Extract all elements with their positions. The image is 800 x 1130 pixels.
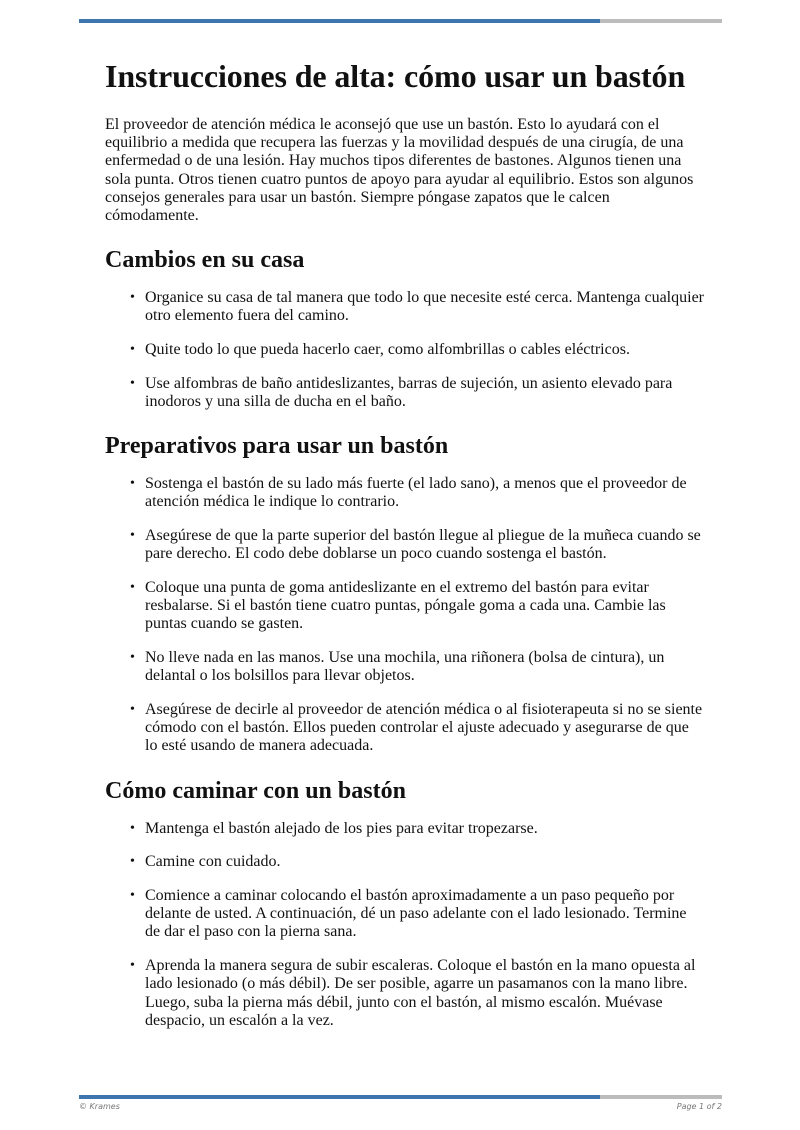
bullet-icon: •	[130, 702, 135, 718]
section-preparation	[105, 431, 705, 755]
page-title: Instrucciones de alta: cómo usar un bastón	[105, 58, 686, 94]
footer-rule-remainder	[600, 1095, 722, 1099]
footer-rule-accent	[79, 1095, 600, 1099]
bullet-list	[105, 289, 705, 411]
section-heading: Preparativos para usar un bastón	[105, 433, 449, 460]
bullet-icon: •	[130, 342, 135, 358]
bullet-icon: •	[130, 476, 135, 492]
list-item: • Coloque una punta de goma antideslizante en el extremo del bastón para evitar resbalarse. Si el bastón tiene cuatro puntas, póngale goma a cada una. Cambie las puntas cuando se gasten.	[130, 579, 666, 633]
list-item: • Quite todo lo que pueda hacerlo caer, como alfombrillas o cables eléctricos.	[130, 341, 630, 359]
header-rule-remainder	[600, 19, 722, 23]
bullet-icon: •	[130, 528, 135, 544]
list-item: • Camine con cuidado.	[130, 853, 281, 871]
bullet-icon: •	[130, 958, 135, 974]
bullet-icon: •	[130, 580, 135, 596]
document-body	[105, 56, 705, 1030]
list-item: • Aprenda la manera segura de subir escaleras. Coloque el bastón en la mano opuesta al lado lesionado (o más débil). De ser posible, agarre un pasamanos con la mano libre. Luego, suba la pierna más débil, junto con el bastón, al mismo escalón. Muévase despacio, un escalón a la vez.	[130, 957, 696, 1029]
section-heading: Cómo caminar con un bastón	[105, 777, 406, 804]
bullet-icon: •	[130, 820, 135, 836]
bullet-list	[105, 820, 705, 1030]
list-item: • Asegúrese de que la parte superior del bastón llegue al pliegue de la muñeca cuando se pare derecho. El codo debe doblarse un poco cuando sostenga el bastón.	[130, 527, 701, 563]
bullet-icon: •	[130, 854, 135, 870]
list-item: • Use alfombras de baño antideslizantes, barras de sujeción, un asiento elevado para inodoros y una silla de ducha en el baño.	[130, 374, 673, 411]
footer-rule	[79, 1095, 722, 1099]
section-home-changes	[105, 245, 705, 411]
section-walking	[105, 776, 705, 1030]
list-item: • Asegúrese de decirle al proveedor de atención médica o al fisioterapeuta si no se siente cómodo con el bastón. Ellos pueden controlar el ajuste adecuado y asegurarse de que lo esté usando de manera adecuada.	[130, 701, 703, 755]
list-item: • Mantenga el bastón alejado de los pies para evitar tropezarse.	[130, 819, 538, 837]
list-item: • Sostenga el bastón de su lado más fuerte (el lado sano), a menos que el proveedor de atención médica le indique lo contrario.	[130, 475, 687, 511]
bullet-list	[105, 475, 705, 755]
intro-paragraph: El proveedor de atención médica le aconsejó que use un bastón. Esto lo ayudará con el equilibrio a medida que recupera las fuerzas y la movilidad después de una cirugía, de una enfermedad o de una lesión. Hay muchos tipos diferentes de bastones. Algunos tienen una sola punta. Otros tienen cuatro puntos de apoyo para ayudar al equilibrio. Estos son algunos consejos generales para usar un bastón. Siempre póngase zapatos que le calcen cómodamente.	[105, 116, 694, 225]
bullet-icon: •	[130, 375, 135, 391]
page-number: Page 1 of 2	[676, 1102, 722, 1111]
bullet-icon: •	[130, 888, 135, 904]
header-rule	[79, 19, 722, 23]
bullet-icon: •	[130, 650, 135, 666]
copyright: © Krames	[79, 1102, 120, 1111]
list-item: • Organice su casa de tal manera que todo lo que necesite esté cerca. Mantenga cualquier otro elemento fuera del camino.	[130, 289, 704, 325]
bullet-icon: •	[130, 290, 135, 306]
list-item: • No lleve nada en las manos. Use una mochila, una riñonera (bolsa de cintura), un delantal o los bolsillos para llevar objetos.	[130, 649, 665, 685]
section-heading: Cambios en su casa	[105, 247, 305, 274]
header-rule-accent	[79, 19, 600, 23]
list-item: • Comience a caminar colocando el bastón aproximadamente a un paso pequeño por delante de usted. A continuación, dé un paso adelante con el lado lesionado. Termine de dar el paso con la pierna sana.	[130, 887, 687, 941]
